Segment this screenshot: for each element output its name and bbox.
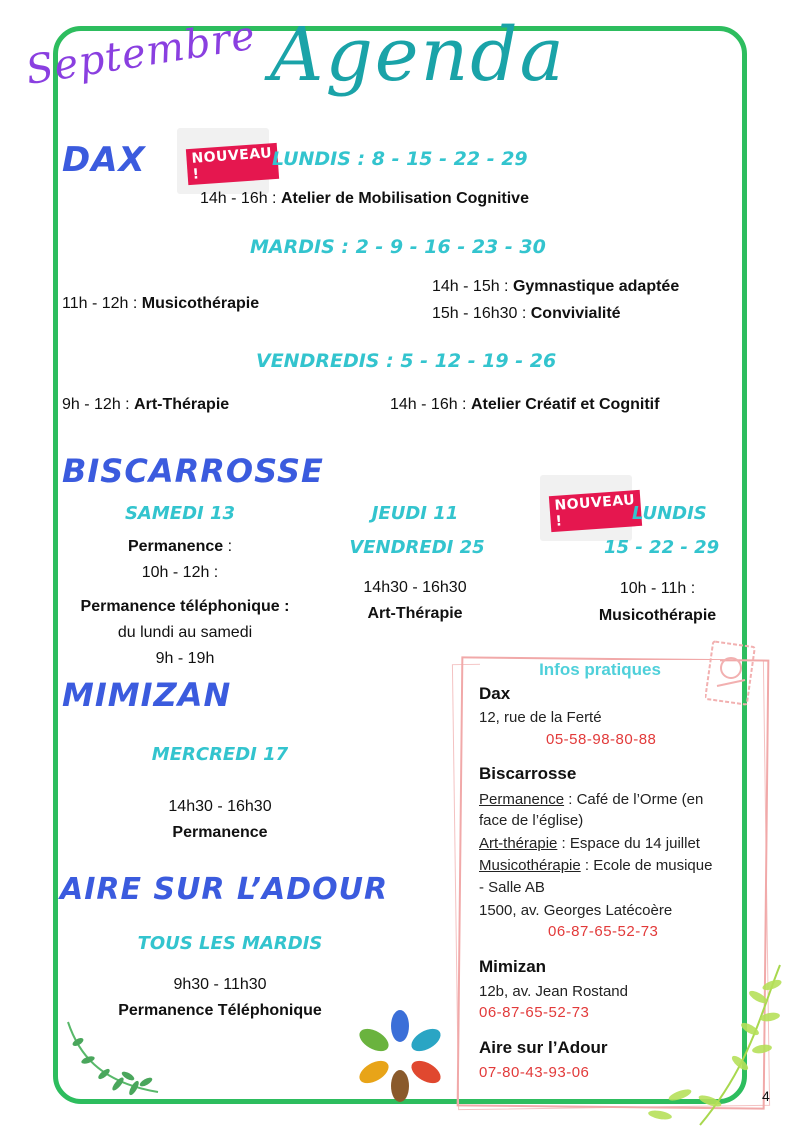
dax-lundis-day: LUNDIS : 8 - 15 - 22 - 29 [272, 148, 528, 170]
infos-bisca-phone[interactable]: 06-87-65-52-73 [548, 923, 659, 940]
month-heading: Septembre [22, 12, 259, 95]
infos-dax-name: Dax [479, 684, 511, 703]
hands-circle-icon [352, 1008, 448, 1104]
dax-mardis-right2-activity: Convivialité [530, 305, 621, 322]
infos-title: Infos pratiques [480, 660, 720, 680]
infos-bisca-line2: face de l’église) [479, 812, 584, 829]
infos-dax-address: 12, rue de la Ferté [479, 709, 602, 726]
infos-bisca-line3 [479, 835, 700, 852]
mimizan-activity: Permanence [172, 824, 268, 841]
infos-bisca-musico-place: : Ecole de musique [580, 857, 713, 874]
fern-left-icon [58, 1012, 168, 1104]
infos-bisca-musico-label: Musicothérapie [479, 857, 581, 874]
aire-activity: Permanence Téléphonique [118, 1002, 322, 1019]
bisca-samedi-day: SAMEDI 13 [124, 503, 236, 524]
infos-mimizan-address: 12b, av. Jean Rostand [479, 983, 628, 1000]
infos-bisca-line5: - Salle AB [479, 879, 545, 896]
infos-bisca-permanence-label: Permanence [479, 791, 565, 808]
fern-right-icon [640, 955, 800, 1131]
city-dax: DAX [62, 140, 146, 180]
bisca-col1-permanence: Permanence [127, 538, 224, 555]
nouveau-badge-label: NOUVEAU ! [186, 143, 279, 185]
dax-mardis-right1-time: 14h - 15h : [432, 278, 513, 295]
dax-vendredis-left-time: 9h - 12h : [62, 396, 135, 413]
bisca-col1-hours: 9h - 19h [155, 650, 215, 667]
dax-mardis-left [62, 295, 259, 313]
stamp-icon [705, 640, 757, 708]
bisca-col1-colon: : [223, 538, 233, 555]
infos-dax-phone[interactable]: 05-58-98-80-88 [546, 731, 657, 748]
page-title: Agenda [270, 12, 566, 98]
bisca-jeudi-day: JEUDI 11 [371, 503, 459, 524]
mimizan-day: MERCREDI 17 [151, 744, 289, 765]
infos-bisca-line1 [479, 791, 703, 808]
bisca-col1-time: 10h - 12h : [141, 564, 219, 581]
nouveau-badge [177, 128, 273, 194]
dax-lundis-time: 14h - 16h : [200, 190, 281, 207]
dax-vendredis-left [62, 396, 229, 414]
bisca-col1-days: du lundi au samedi [117, 624, 253, 641]
nouveau-badge-2-label: NOUVEAU ! [549, 490, 642, 532]
nouveau-badge-2 [540, 475, 636, 541]
bisca-col3-time: 10h - 11h : [619, 580, 696, 597]
dax-vendredis-day: VENDREDIS : 5 - 12 - 19 - 26 [256, 350, 557, 372]
dax-vendredis-right-time: 14h - 16h : [390, 396, 471, 413]
bisca-col1-phone-permanence: Permanence téléphonique : [80, 598, 290, 615]
infos-bisca-address: 1500, av. Georges Latécoère [479, 902, 673, 919]
infos-mimizan-name: Mimizan [479, 957, 547, 976]
infos-bisca-line4 [479, 857, 712, 874]
dax-lundis-activity: Atelier de Mobilisation Cognitive [280, 190, 529, 207]
aire-day: TOUS LES MARDIS [137, 933, 323, 954]
infos-bisca-name: Biscarrosse [479, 764, 577, 783]
page-number: 4 [762, 1088, 770, 1104]
dax-mardis-day: MARDIS : 2 - 9 - 16 - 23 - 30 [250, 236, 546, 258]
dax-mardis-left-activity: Musicothérapie [141, 295, 260, 312]
infos-bisca-art-place: : Espace du 14 juillet [557, 835, 700, 852]
infos-mimizan-phone[interactable]: 06-87-65-52-73 [479, 1004, 590, 1021]
dax-lundis-line [200, 190, 529, 208]
mimizan-time: 14h30 - 16h30 [168, 798, 272, 815]
bisca-vendredi-day: VENDREDI 25 [349, 537, 485, 558]
bisca-col1-line1 [60, 538, 300, 556]
bisca-col3-activity: Musicothérapie [598, 607, 717, 624]
dax-mardis-right2-time: 15h - 16h30 : [432, 305, 531, 322]
city-aire: AIRE SUR L’ADOUR [60, 872, 389, 907]
aire-time: 9h30 - 11h30 [173, 976, 267, 993]
bisca-col2-time: 14h30 - 16h30 [363, 579, 467, 596]
dax-vendredis-left-activity: Art-Thérapie [134, 396, 230, 413]
infos-bisca-art-label: Art-thérapie [479, 835, 558, 852]
city-biscarrosse: BISCARROSSE [62, 452, 324, 490]
dax-vendredis-right-activity: Atelier Créatif et Cognitif [470, 396, 660, 413]
bisca-lundis-day: LUNDIS [632, 503, 707, 524]
infos-aire-phone[interactable]: 07-80-43-93-06 [479, 1064, 590, 1081]
dax-vendredis-right [390, 396, 659, 414]
bisca-col2-activity: Art-Thérapie [367, 605, 463, 622]
dax-mardis-right1-activity: Gymnastique adaptée [512, 278, 680, 295]
dax-mardis-right2 [432, 305, 621, 323]
infos-bisca-permanence-place: : Café de l’Orme (en [564, 791, 704, 808]
bisca-lundis-dates: 15 - 22 - 29 [604, 537, 720, 558]
dax-mardis-right1 [432, 278, 679, 296]
dax-mardis-left-time: 11h - 12h : [62, 295, 142, 312]
city-mimizan: MIMIZAN [62, 676, 232, 714]
infos-aire-name: Aire sur l’Adour [479, 1038, 608, 1057]
